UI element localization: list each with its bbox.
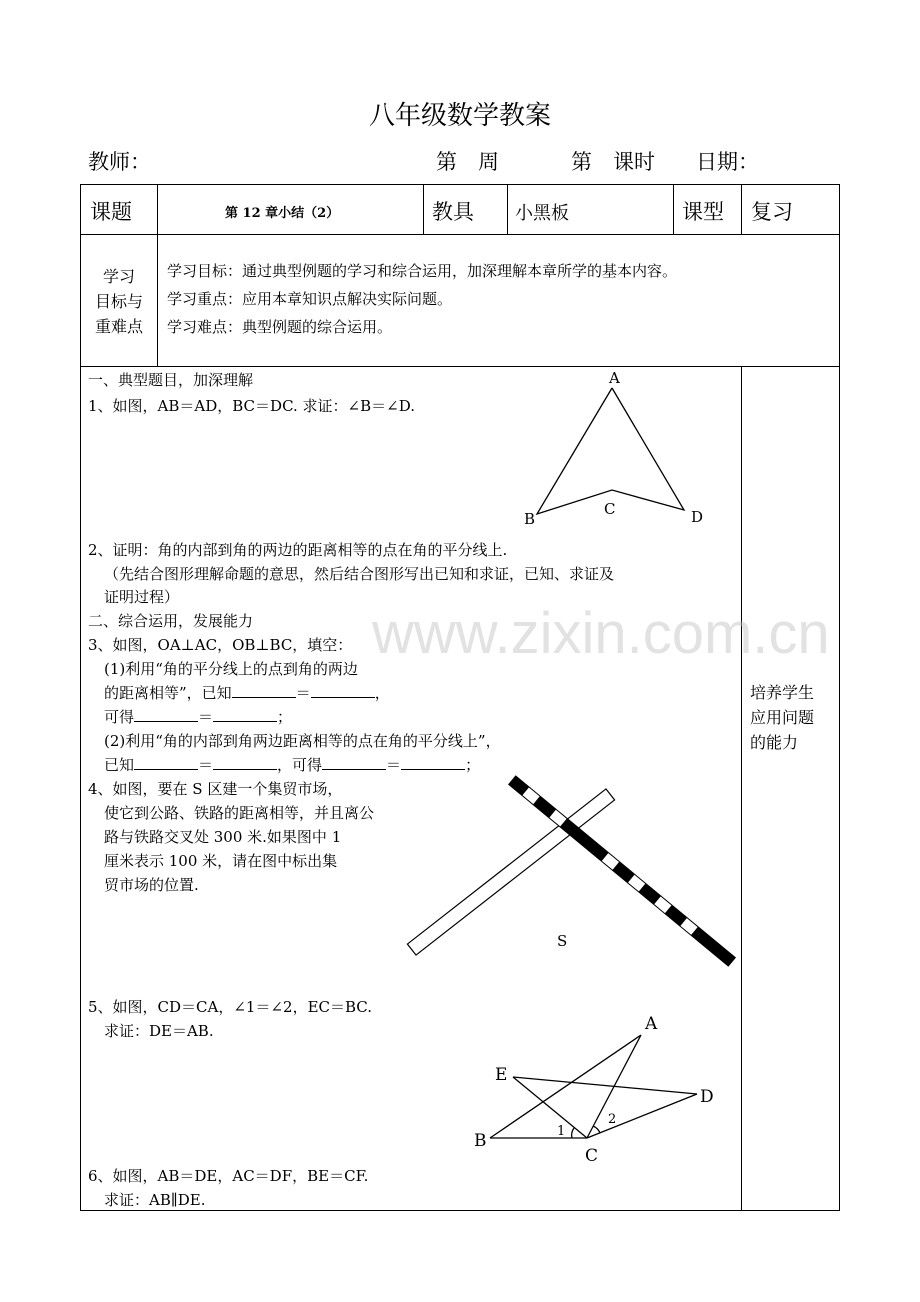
problem-2-note: （先结合图形理解命题的意思，然后结合图形写出已知和求证，已知、求证及 — [104, 565, 615, 583]
problem-3-part2: (2)利用“角的内部到角两边距离相等的点在角的平分线上”， — [104, 732, 501, 750]
date-label: 日期： — [696, 150, 759, 174]
goals-label-line: 学习 — [102, 267, 135, 286]
fig1-label-d: D — [691, 508, 704, 526]
goals-label-line: 重难点 — [94, 317, 143, 336]
side-note-line: 应用问题 — [750, 708, 815, 727]
goal-line: 学习目标：通过典型例题的学习和综合运用，加深理解本章所学的基本内容。 — [167, 262, 678, 280]
fig5-label-c: C — [585, 1146, 599, 1166]
topic-label: 课题 — [90, 200, 132, 224]
figure-4-road — [407, 789, 614, 955]
type-label: 课型 — [682, 200, 724, 224]
watermark: www.zixin.com.cn — [372, 601, 830, 666]
tools-value: 小黑板 — [515, 203, 569, 224]
problem-4-line: 路与铁路交叉处 300 米.如果图中 1 — [104, 828, 342, 846]
type-value: 复习 — [751, 200, 793, 224]
problem-5: 5、如图，CD＝CA，∠1＝∠2，EC＝BC. — [88, 998, 373, 1016]
problem-3-part1-given: 的距离相等”，已知 ＝ ， — [104, 684, 390, 702]
problem-3: 3、如图，OA⊥AC，OB⊥BC，填空： — [88, 636, 353, 654]
teacher-label: 教师： — [88, 150, 151, 174]
side-note-line: 的能力 — [750, 733, 799, 752]
problem-4-line: 4、如图，要在 S 区建一个集贸市场， — [88, 780, 343, 798]
week-label: 第 周 — [436, 150, 499, 174]
problem-1: 1、如图，AB＝AD，BC＝DC. 求证：∠B＝∠D. — [88, 397, 415, 415]
fig5-label-e: E — [495, 1065, 508, 1085]
lesson-label: 第 课时 — [571, 150, 655, 174]
section-1-heading: 一、典型题目，加深理解 — [88, 371, 254, 389]
problem-5-prove: 求证：DE＝AB. — [104, 1022, 214, 1040]
problem-6-prove: 求证：AB∥DE. — [104, 1191, 206, 1209]
fig5-angle-1: 1 — [557, 1124, 566, 1139]
goals-label-line: 目标与 — [94, 292, 143, 311]
fig4-label-s: S — [557, 932, 568, 950]
problem-4-line: 贸市场的位置. — [104, 876, 199, 894]
figure-5 — [490, 1035, 697, 1138]
fig5-label-d: D — [700, 1087, 714, 1107]
focus-line: 学习重点：应用本章知识点解决实际问题。 — [167, 290, 453, 308]
problem-4-line: 厘米表示 100 米，请在图中标出集 — [104, 852, 338, 870]
fig1-label-b: B — [524, 510, 536, 528]
side-note-line: 培养学生 — [750, 683, 815, 702]
page-title: 八年级数学教案 — [368, 101, 551, 131]
tools-label: 教具 — [432, 200, 474, 224]
figure-4-railway — [508, 775, 736, 967]
problem-2: 2、证明：角的内部到角的两边的距离相等的点在角的平分线上. — [88, 541, 508, 559]
fig5-label-b: B — [474, 1131, 487, 1151]
problem-3-part1: (1)利用“角的平分线上的点到角的两边 — [104, 660, 358, 678]
topic-value: 第 12 章小结（2） — [225, 206, 340, 221]
problem-4-line: 使它到公路、铁路的距离相等，并且离公 — [104, 804, 375, 822]
figure-1-kite — [537, 388, 684, 514]
fig5-label-a: A — [645, 1014, 658, 1034]
problem-6: 6、如图，AB＝DE，AC＝DF，BE＝CF. — [88, 1167, 369, 1185]
difficulty-line: 学习难点：典型例题的综合运用。 — [167, 318, 393, 336]
fig1-label-c: C — [604, 500, 616, 518]
problem-2-note-cont: 证明过程） — [104, 588, 180, 606]
problem-3-part2-given: 已知 ＝ ，可得 ＝ ； — [104, 756, 481, 774]
fig1-label-a: A — [609, 369, 620, 387]
fig5-angle-2: 2 — [608, 1112, 617, 1127]
problem-3-part1-result: 可得 ＝ ； — [104, 708, 293, 726]
section-2-heading: 二、综合运用，发展能力 — [88, 612, 254, 630]
